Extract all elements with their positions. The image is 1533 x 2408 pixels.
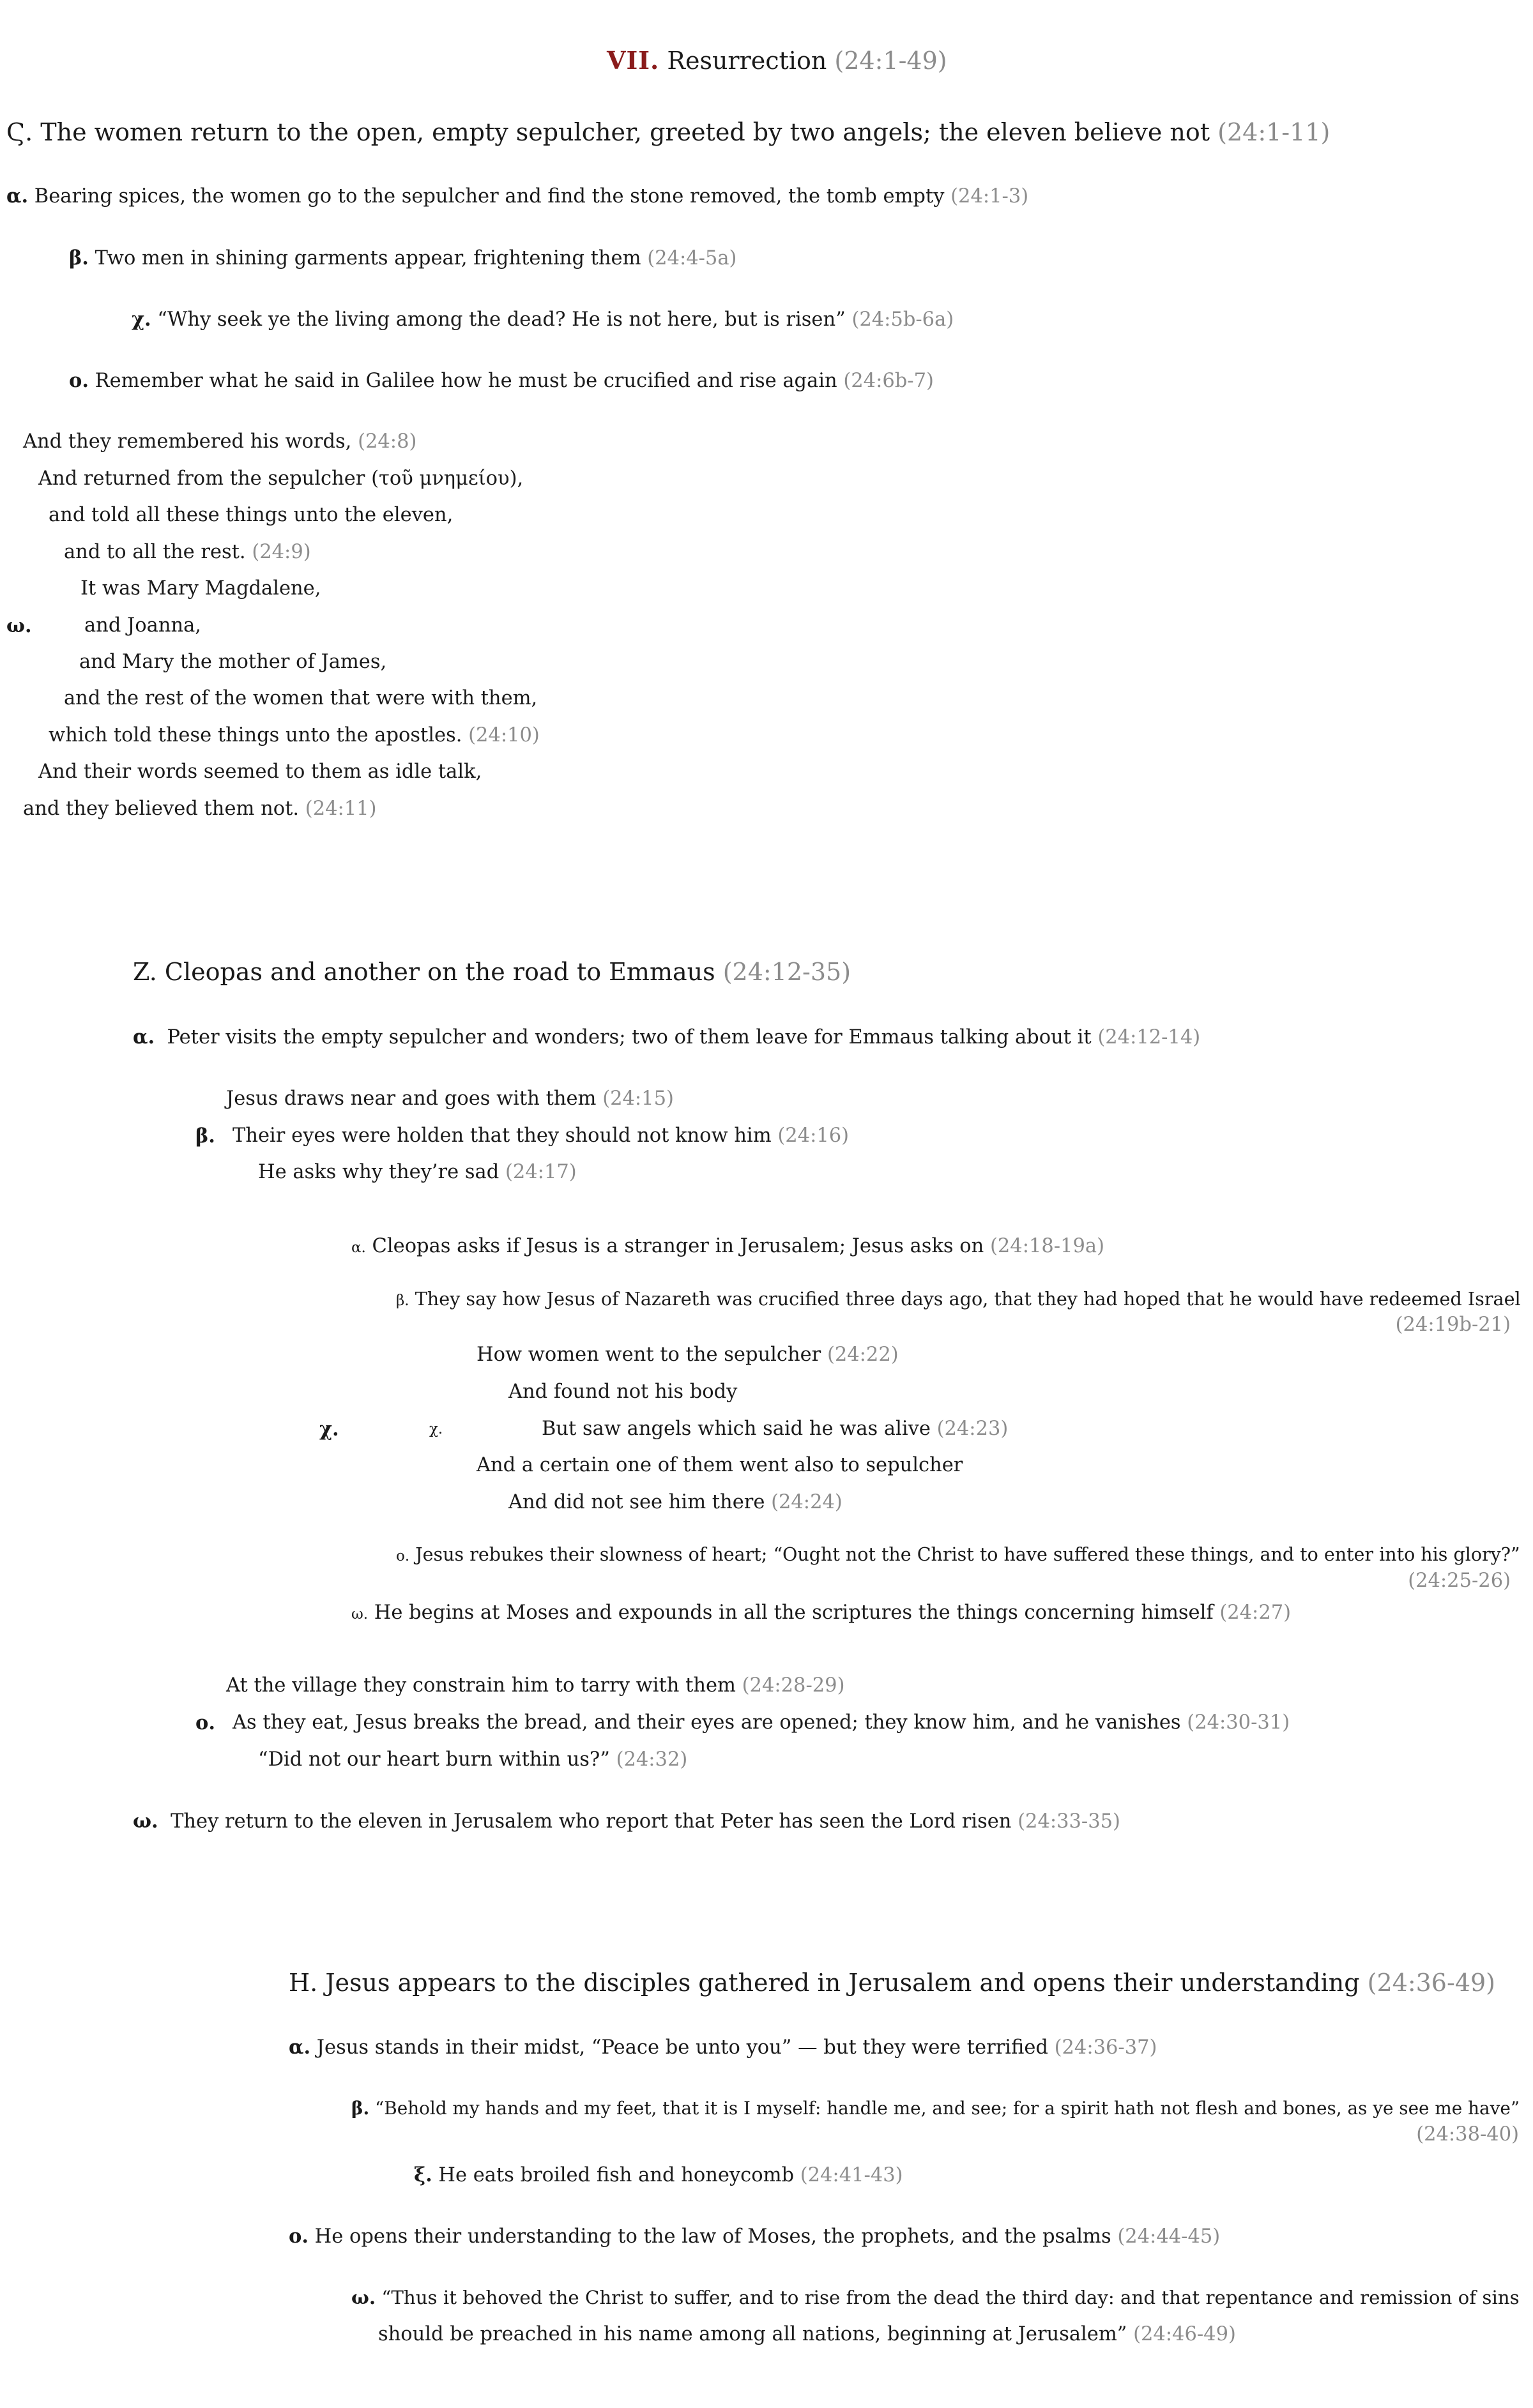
list-item: and to all the rest. (24:9) xyxy=(64,541,311,563)
h-alpha-ref: (24:36-37) xyxy=(1054,2036,1157,2059)
h-beta-ref: (24:38-40) xyxy=(1416,2123,1519,2146)
z-omega-text: They return to the eleven in Jerusalem who report that Peter has seen the Lord risen xyxy=(171,1810,1012,1833)
z-omega xyxy=(133,1807,1120,1836)
s6-beta-mark: β. xyxy=(69,246,89,269)
list-item: And found not his body xyxy=(508,1381,738,1403)
h-xi-mark: ξ. xyxy=(414,2163,432,2186)
s6-heading-text: The women return to the open, empty sepulcher, greeted by two angels; the eleven believe not xyxy=(40,118,1210,146)
list-item: and told all these things unto the eleven, xyxy=(49,504,454,526)
list-item: How women went to the sepulcher (24:22) xyxy=(477,1344,899,1366)
h-heading-text: Jesus appears to the disciples gathered in Jerusalem and opens their understanding xyxy=(325,1969,1360,1997)
h-omega xyxy=(351,2283,1520,2312)
title-numeral: VII. xyxy=(607,46,660,75)
h-omicron-mark: ο. xyxy=(289,2225,309,2248)
list-item: which told these things unto the apostles. (24:10) xyxy=(49,724,540,746)
h-beta-mark: β. xyxy=(351,2098,370,2119)
z-alpha xyxy=(133,1023,1200,1052)
s6-omicron-mark: ο. xyxy=(69,369,89,392)
z-chi-beta-mark: β. xyxy=(396,1292,409,1309)
z-heading-ref: (24:12-35) xyxy=(722,958,851,986)
z-heading xyxy=(133,955,851,989)
h-omicron xyxy=(289,2222,1220,2251)
list-item: And their words seemed to them as idle talk, xyxy=(38,761,482,783)
list-item: But saw angels which said he was alive (24:23) xyxy=(542,1418,1009,1440)
z-chi-omega-text: He begins at Moses and expounds in all the scriptures the things concerning himself xyxy=(374,1602,1214,1624)
list-item: Their eyes were holden that they should not know him (24:16) xyxy=(233,1124,850,1147)
s6-omicron xyxy=(69,367,934,395)
list-item: Jesus draws near and goes with them (24:15) xyxy=(226,1087,674,1110)
z-omicron-mark: ο. xyxy=(195,1711,215,1734)
z-chi-alpha-text: Cleopas asks if Jesus is a stranger in Jerusalem; Jesus asks on xyxy=(372,1235,984,1257)
s6-omicron-ref: (24:6b-7) xyxy=(843,370,934,392)
h-heading-ref: (24:36-49) xyxy=(1367,1969,1495,1997)
h-beta-text: “Behold my hands and my feet, that it is I myself: handle me, and see; for a spirit hath not flesh and bones, as ye see me have” xyxy=(375,2098,1520,2119)
h-omega-mark: ω. xyxy=(351,2287,376,2308)
z-chi-alpha xyxy=(351,1232,1104,1262)
s6-alpha-mark: α. xyxy=(6,185,29,208)
z-chi-omicron xyxy=(396,1541,1520,1570)
z-chi-mark: χ. xyxy=(319,1418,339,1441)
list-item: At the village they constrain him to tarry with them (24:28-29) xyxy=(226,1674,845,1697)
z-chi-alpha-ref: (24:18-19a) xyxy=(990,1235,1104,1257)
z-alpha-mark: α. xyxy=(133,1026,155,1049)
s6-omicron-text: Remember what he said in Galilee how he must be crucified and rise again xyxy=(95,370,837,392)
h-xi xyxy=(414,2161,903,2190)
h-xi-text: He eats broiled fish and honeycomb xyxy=(438,2164,795,2186)
list-item: “Did not our heart burn within us?” (24:32) xyxy=(258,1748,688,1771)
h-alpha-mark: α. xyxy=(289,2036,311,2059)
title-ref: (24:1-49) xyxy=(834,47,947,75)
list-item: It was Mary Magdalene, xyxy=(80,577,321,600)
z-chi-omega xyxy=(351,1599,1291,1628)
s6-alpha-text: Bearing spices, the women go to the sepulcher and find the stone removed, the tomb empty xyxy=(34,185,945,208)
list-item: He asks why they’re sad (24:17) xyxy=(258,1161,577,1183)
z-chi-omicron-mark: ο. xyxy=(396,1548,410,1564)
s6-chi-text: “Why seek ye the living among the dead? He is not here, but is risen” xyxy=(157,308,846,331)
z-alpha-text: Peter visits the empty sepulcher and wonders; two of them leave for Emmaus talking about it xyxy=(167,1026,1092,1049)
s6-beta-text: Two men in shining garments appear, frightening them xyxy=(95,247,641,269)
h-alpha xyxy=(289,2033,1157,2062)
list-item: and the rest of the women that were with them, xyxy=(64,687,538,709)
s6-alpha-ref: (24:1-3) xyxy=(950,185,1029,208)
section-title xyxy=(607,43,947,78)
s6-heading-ref: (24:1-11) xyxy=(1217,118,1331,146)
h-omega-text1: “Thus it behoved the Christ to suffer, and to rise from the dead the third day: and that repentance and remission of sins xyxy=(381,2287,1520,2308)
list-item: And returned from the sepulcher (τοῦ μνημείου), xyxy=(38,467,524,490)
z-chi-beta-ref: (24:19b-21) xyxy=(1395,1314,1511,1336)
z-omega-mark: ω. xyxy=(133,1810,158,1833)
s6-heading-mark: Ϛ. xyxy=(6,118,33,146)
z-chi-beta-text: They say how Jesus of Nazareth was crucified three days ago, that they had hoped that he would have redeemed Israel xyxy=(415,1288,1521,1310)
z-heading-mark: Z. xyxy=(133,958,157,986)
list-item: and Joanna, xyxy=(84,614,201,637)
s6-alpha xyxy=(6,182,1028,211)
z-omega-ref: (24:33-35) xyxy=(1018,1810,1120,1833)
h-omega-cont xyxy=(378,2321,1236,2349)
s6-chi-mark: χ. xyxy=(132,308,151,331)
s6-beta-ref: (24:4-5a) xyxy=(647,247,737,269)
h-heading-mark: H. xyxy=(289,1969,318,1997)
h-omega-text2: should be preached in his name among all nations, beginning at Jerusalem” xyxy=(378,2323,1127,2345)
list-item: As they eat, Jesus breaks the bread, and their eyes are opened; they know him, and he vanishes (24:30-31) xyxy=(233,1711,1290,1734)
z-chi-chi-mark: χ. xyxy=(429,1421,443,1437)
z-alpha-ref: (24:12-14) xyxy=(1097,1026,1201,1049)
z-beta-mark: β. xyxy=(195,1124,215,1147)
h-heading xyxy=(289,1965,1495,2000)
list-item: And a certain one of them went also to sepulcher xyxy=(477,1454,963,1476)
z-chi-omicron-text: Jesus rebukes their slowness of heart; “Ought not the Christ to have suffered these things, and to enter into his glory?” xyxy=(415,1544,1520,1565)
s6-beta xyxy=(69,244,736,273)
s6-heading xyxy=(6,115,1330,149)
h-alpha-text: Jesus stands in their midst, “Peace be unto you” — but they were terrified xyxy=(316,2036,1048,2059)
s6-omega-mark: ω. xyxy=(6,614,32,637)
list-item: And did not see him there (24:24) xyxy=(508,1491,843,1513)
s6-chi xyxy=(132,305,954,334)
z-chi-omega-ref: (24:27) xyxy=(1219,1602,1292,1624)
title-text: Resurrection xyxy=(667,47,827,75)
z-chi-alpha-mark: α. xyxy=(351,1239,366,1256)
h-xi-ref: (24:41-43) xyxy=(800,2164,903,2186)
z-heading-text: Cleopas and another on the road to Emmaus xyxy=(164,958,715,986)
z-chi-beta xyxy=(396,1285,1521,1315)
s6-chi-ref: (24:5b-6a) xyxy=(851,308,954,331)
h-beta xyxy=(351,2094,1520,2123)
list-item: and they believed them not. (24:11) xyxy=(23,798,377,820)
h-omicron-ref: (24:44-45) xyxy=(1117,2225,1221,2248)
list-item: and Mary the mother of James, xyxy=(79,651,387,673)
z-chi-omicron-ref: (24:25-26) xyxy=(1408,1570,1511,1592)
h-omicron-text: He opens their understanding to the law of Moses, the prophets, and the psalms xyxy=(314,2225,1111,2248)
z-chi-omega-mark: ω. xyxy=(351,1606,369,1623)
list-item: And they remembered his words, (24:8) xyxy=(23,430,417,453)
h-omega-ref: (24:46-49) xyxy=(1133,2323,1236,2345)
